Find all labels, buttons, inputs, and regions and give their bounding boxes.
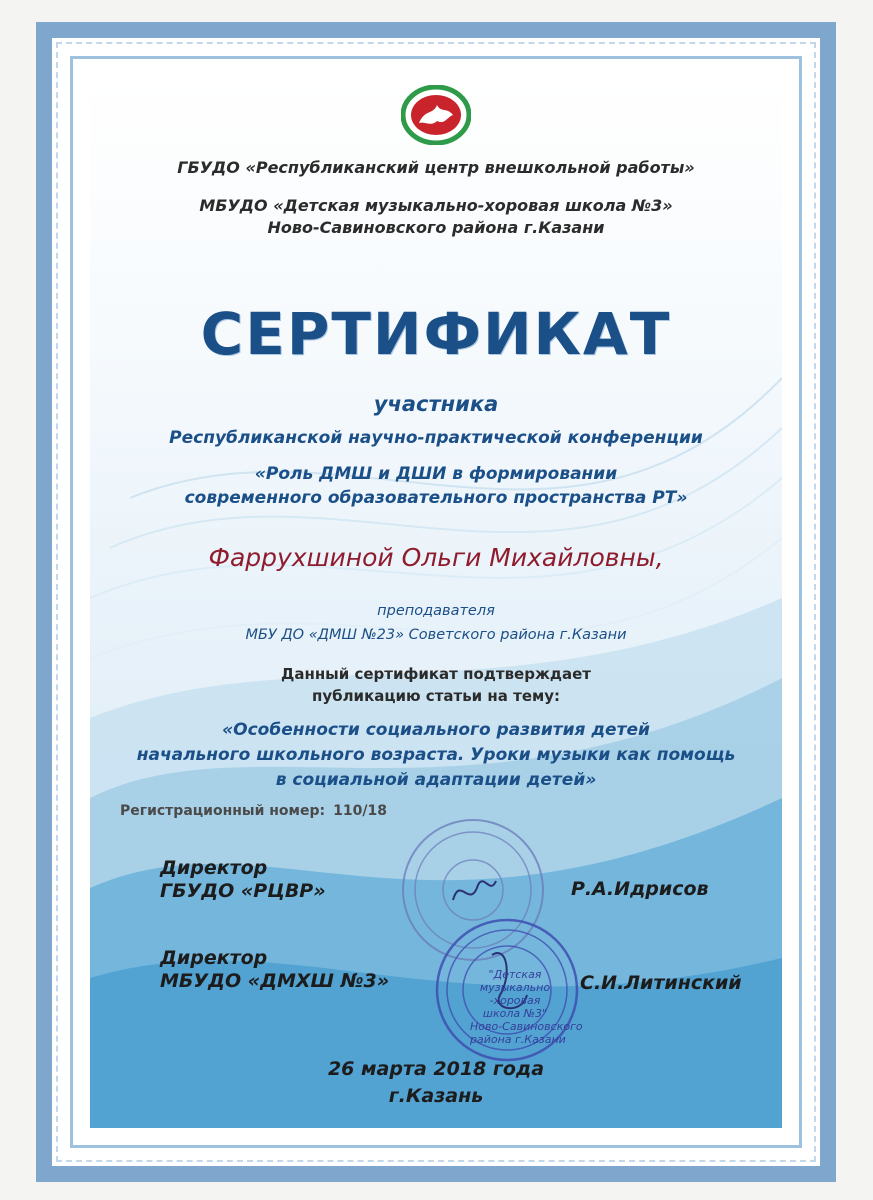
conference-name: Республиканской научно-практической конференции: [169, 428, 703, 448]
stamp-dmhsh-text: "Детская музыкально -хоровая школа №3" Ново-Савиновского района г.Казани: [470, 968, 583, 1046]
registration-number: [120, 803, 387, 819]
organizer-name: ГБУДО «Республиканский центр внешкольной работы»: [177, 158, 695, 177]
issue-date: 26 марта 2018 года: [327, 1058, 545, 1080]
certificate-title: СЕРТИФИКАТ: [200, 300, 672, 368]
signatory-2-name: С.И.Литинский: [580, 972, 742, 994]
tatarstan-emblem-icon: [401, 85, 471, 145]
article-title-line2: начального школьного возраста. Уроки музыки как помощь: [136, 745, 736, 765]
confirmation-line1: Данный сертификат подтверждает: [280, 665, 592, 683]
school-district: Ново-Савиновского района г.Казани: [267, 218, 605, 237]
signatory-2-organization: МБУДО «ДМХШ №3»: [160, 970, 390, 992]
certificate-subtitle: участника: [373, 392, 499, 416]
confirmation-line2: публикацию статьи на тему:: [311, 687, 561, 705]
recipient-name: Фаррухшиной Ольги Михайловны,: [208, 543, 664, 572]
recipient-position: преподавателя: [377, 603, 495, 619]
recipient-workplace: МБУ ДО «ДМШ №23» Советского района г.Казани: [245, 627, 627, 643]
registration-label: Регистрационный номер:: [120, 803, 326, 819]
issue-city: г.Казань: [388, 1085, 484, 1107]
article-title-line3: в социальной адаптации детей»: [275, 770, 597, 790]
school-name: МБУДО «Детская музыкально-хоровая школа №3»: [199, 196, 673, 215]
conference-theme-line2: современного образовательного пространства РТ»: [184, 488, 688, 508]
signatory-1-organization: ГБУДО «РЦВР»: [160, 880, 326, 902]
registration-value: 110/18: [333, 803, 387, 819]
article-title-line1: «Особенности социального развития детей: [222, 720, 650, 740]
conference-theme-line1: «Роль ДМШ и ДШИ в формировании: [254, 464, 618, 484]
signatory-2-title: Директор: [160, 947, 268, 969]
signatory-1-title: Директор: [160, 857, 268, 879]
signatory-1-name: Р.А.Идрисов: [571, 878, 709, 900]
